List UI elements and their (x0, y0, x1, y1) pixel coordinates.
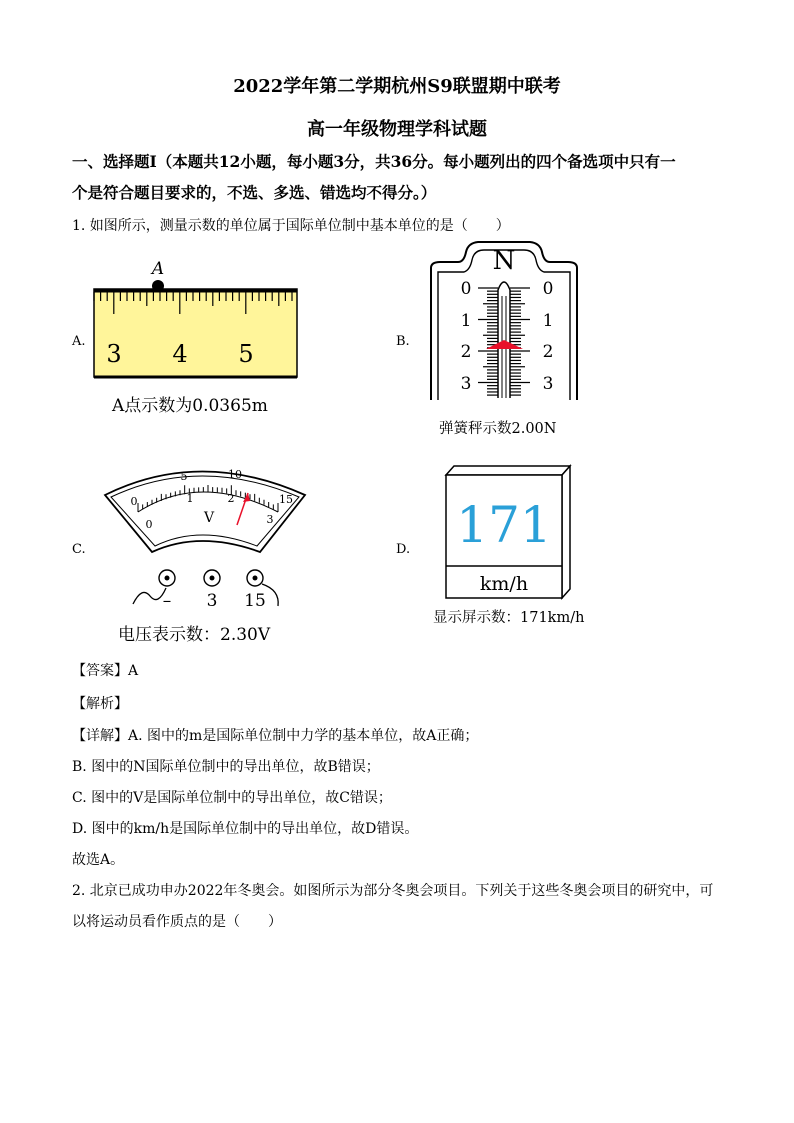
outer-scale-15: 15 (279, 493, 293, 506)
terminal-label-neg: – (162, 591, 172, 610)
detail-d: D. 图中的km/h是国际单位制中的导出单位，故D错误。 (72, 821, 419, 837)
point-a-label: A (151, 259, 165, 279)
scale-left-3: 3 (460, 374, 472, 394)
option-d-label: D. (396, 542, 411, 557)
speed-display-figure (440, 463, 575, 603)
question-1: 1. 如图所示，测量示数的单位属于国际单位制中基本单位的是（ ） (72, 218, 510, 234)
voltmeter-caption: 电压表示数：2.30V (118, 625, 271, 645)
point-a-marker (152, 280, 164, 292)
ruler-figure (88, 255, 303, 385)
question-2-line2: 以将运动员看作质点的是（ ） (72, 914, 282, 930)
volt-symbol: V (203, 510, 215, 526)
conclusion: 故选A。 (72, 852, 125, 868)
speed-value: 171 (456, 496, 552, 554)
question-2-line1: 2. 北京已成功申办2022年冬奥会。如图所示为部分冬奥会项目。下列关于这些冬奥会项目的研究中，可 (72, 883, 714, 899)
ruler-tick-3: 3 (106, 340, 122, 368)
ruler-tick-4: 4 (172, 340, 188, 368)
spring-scale-caption: 弹簧秤示数2.00N (439, 421, 557, 437)
scale-right-1: 1 (542, 311, 554, 331)
inner-scale-2: 2 (227, 492, 235, 505)
option-c-label: C. (72, 542, 86, 557)
scale-left-1: 1 (460, 311, 472, 331)
ruler-body (94, 289, 297, 377)
detail-a: 【详解】A. 图中的m是国际单位制中力学的基本单位，故A正确； (72, 728, 479, 744)
speed-display-caption: 显示屏示数：171km/h (433, 610, 585, 626)
ruler-tick-5: 5 (238, 340, 254, 368)
voltmeter-figure (100, 460, 310, 610)
speed-unit: km/h (479, 573, 529, 595)
analysis-label: 【解析】 (72, 696, 128, 712)
section-header-line1: 一、选择题Ⅰ（本题共12小题，每小题3分，共36分。每小题列出的四个备选项中只有一 (72, 152, 676, 171)
wire-left (133, 588, 166, 604)
scale-right-0: 0 (542, 279, 554, 299)
outer-scale-0: 0 (130, 495, 138, 508)
outer-scale-10: 10 (228, 468, 242, 481)
scale-right-3: 3 (542, 374, 554, 394)
terminal-label-3: 3 (206, 591, 218, 610)
outer-scale-5: 5 (180, 470, 188, 483)
section-header-line2: 个是符合题目要求的，不选、多选、错选均不得分。） (72, 183, 437, 202)
inner-scale-1: 1 (186, 492, 194, 505)
scale-left-0: 0 (460, 279, 472, 299)
newton-unit-label: N (492, 246, 516, 276)
answer-line: 【答案】A (72, 663, 139, 679)
inner-scale-0: 0 (145, 518, 153, 531)
option-a-label: A. (72, 334, 86, 349)
option-b-label: B. (396, 334, 410, 349)
detail-b: B. 图中的N国际单位制中的导出单位，故B错误； (72, 759, 380, 775)
spring-scale-figure (428, 240, 580, 402)
exam-title: 2022学年第二学期杭州S9联盟期中联考 (233, 76, 561, 97)
scale-right-2: 2 (542, 342, 554, 362)
ruler-caption: A点示数为0.0365m (112, 396, 268, 416)
detail-c: C. 图中的V是国际单位制中的导出单位，故C错误； (72, 790, 392, 806)
terminal-label-15: 15 (244, 591, 266, 610)
exam-subtitle: 高一年级物理学科试题 (307, 119, 487, 140)
scale-left-2: 2 (460, 342, 472, 362)
inner-scale-3: 3 (266, 513, 274, 526)
